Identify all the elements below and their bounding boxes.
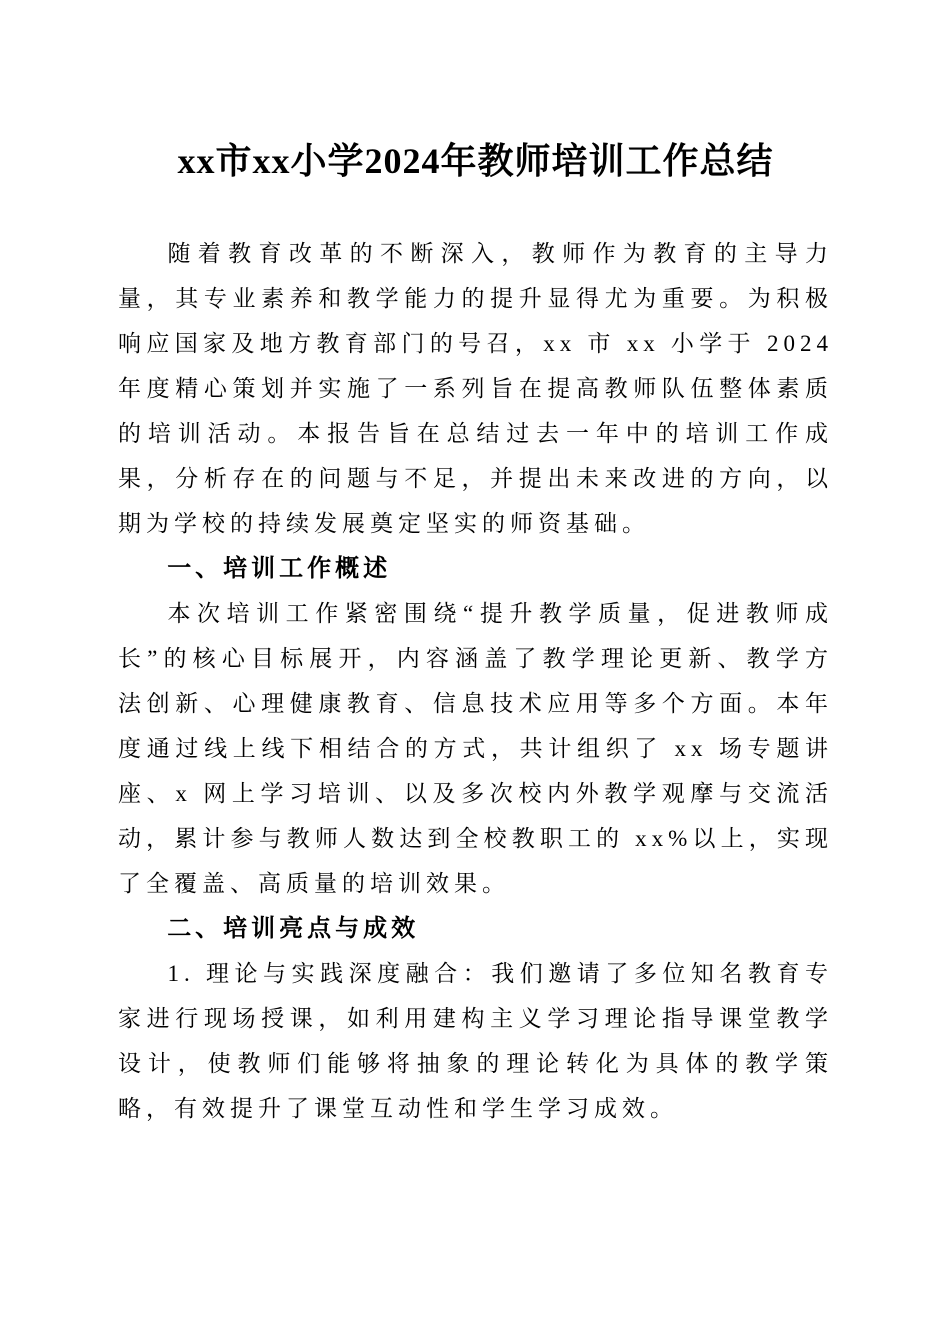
section-heading: 一、培训工作概述 bbox=[167, 555, 392, 582]
body-paragraph: 1. 理论与实践深度融合：我们邀请了多位知名教育专家进行现场授课，如利用建构主义学习理论指导课堂教学设计，使教师们能够将抽象的理论转化为具体的教学策略，有效提升了课堂互动性和学生学习成效。 bbox=[118, 961, 833, 1121]
section-heading: 二、培训亮点与成效 bbox=[167, 915, 420, 942]
document-title: xx市xx小学2024年教师培训工作总结 bbox=[177, 141, 774, 181]
document-body bbox=[118, 231, 833, 1131]
body-paragraph: 本次培训工作紧密围绕“提升教学质量，促进教师成长”的核心目标展开，内容涵盖了教学理论更新、教学方法创新、心理健康教育、信息技术应用等多个方面。本年度通过线上线下相结合的方式，共计组织了 xx 场专题讲座、x 网上学习培训、以及多次校内外教学观摩与交流活动，累计参与教师人数达到全校教职工的 xx%以上，实现了全覆盖、高质量的培训效果。 bbox=[118, 601, 833, 896]
body-paragraph: 随着教育改革的不断深入，教师作为教育的主导力量，其专业素养和教学能力的提升显得尤为重要。为积极响应国家及地方教育部门的号召，xx 市 xx 小学于 2024 年度精心策划并实施了一系列旨在提高教师队伍整体素质的培训活动。本报告旨在总结过去一年中的培训工作成果，分析存在的问题与不足，并提出未来改进的方向，以期为学校的持续发展奠定坚实的师资基础。 bbox=[118, 241, 833, 536]
